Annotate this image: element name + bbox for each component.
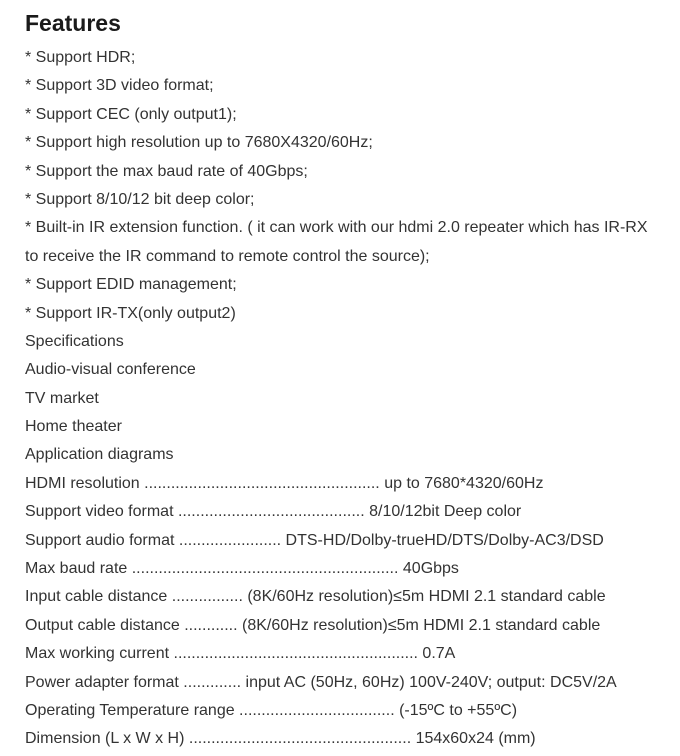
- spec-line-audio-format: Support audio format ....................... DTS-HD/Dolby-trueHD/DTS/Dolby-AC3/DSD: [25, 531, 604, 549]
- spec-line-hdmi-resolution: HDMI resolution ..................................................... up to 7680*4320/60Hz: [25, 474, 544, 492]
- spec-line-max-baud-rate: Max baud rate ............................................................ 40Gbps: [25, 560, 459, 578]
- spec-line-input-cable: Input cable distance ................ (8K/60Hz resolution)≤5m HDMI 2.1 standard cable: [25, 588, 606, 606]
- spec-line-output-cable: Output cable distance ............ (8K/60Hz resolution)≤5m HDMI 2.1 standard cable: [25, 616, 601, 634]
- feature-line-deep-color: * Support 8/10/12 bit deep color;: [25, 190, 255, 208]
- spec-line-power-adapter: Power adapter format ............. input AC (50Hz, 60Hz) 100V-240V; output: DC5V/2A: [25, 673, 617, 691]
- features-heading: Features: [25, 10, 121, 36]
- features-list: [25, 44, 675, 754]
- spec-line-temperature: Operating Temperature range ................................... (-15ºC to +55ºC): [25, 701, 518, 719]
- section-label-specifications: Specifications: [25, 332, 124, 350]
- application-line-home-theater: Home theater: [25, 418, 122, 436]
- feature-line-edid: * Support EDID management;: [25, 276, 237, 294]
- feature-line-3d: * Support 3D video format;: [25, 77, 214, 95]
- feature-line-ir-extension: * Built-in IR extension function. ( it can work with our hdmi 2.0 repeater which has IR-RX: [25, 219, 648, 237]
- feature-line-hdr: * Support HDR;: [25, 49, 136, 66]
- application-line-tv-market: TV market: [25, 389, 99, 407]
- spec-line-working-current: Max working current ....................................................... 0.7A: [25, 645, 456, 663]
- feature-line-ir-extension-continued: to receive the IR command to remote control the source);: [25, 247, 430, 265]
- spec-line-video-format: Support video format .......................................... 8/10/12bit Deep color: [25, 503, 522, 521]
- feature-line-baud-rate: * Support the max baud rate of 40Gbps;: [25, 162, 308, 180]
- feature-line-resolution: * Support high resolution up to 7680X4320/60Hz;: [25, 134, 373, 152]
- application-line-audio-visual: Audio-visual conference: [25, 361, 196, 379]
- feature-line-ir-tx: * Support IR-TX(only output2): [25, 304, 236, 322]
- feature-line-cec: * Support CEC (only output1);: [25, 105, 237, 123]
- spec-line-dimension: Dimension (L x W x H) .................................................. 154x60x24 (mm): [25, 730, 536, 748]
- section-label-application-diagrams: Application diagrams: [25, 446, 174, 464]
